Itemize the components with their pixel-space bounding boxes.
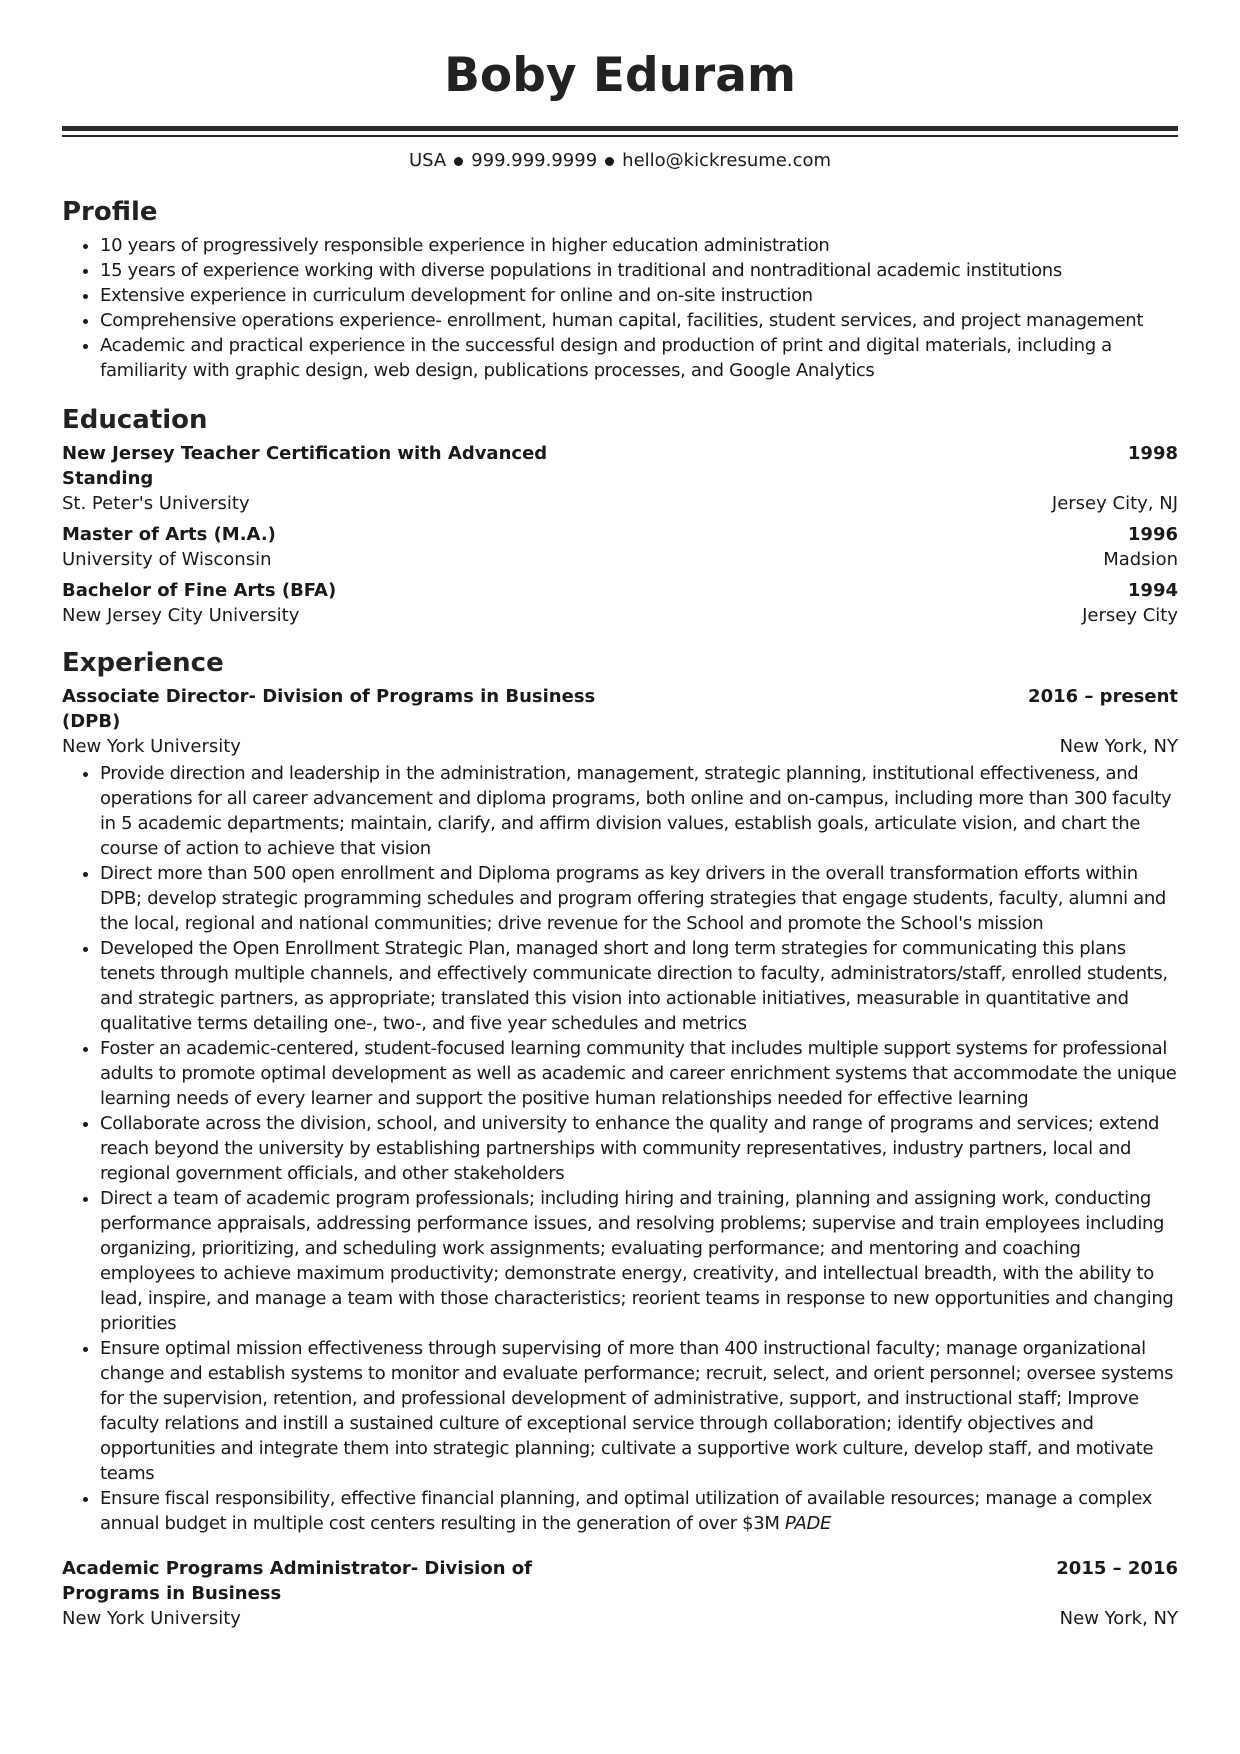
experience-heading: Experience [62,648,224,678]
job-bullet: • Direct a team of academic program professionals; including hiring and training, planning and assigning work, conducting performance appraisals, addressing performance issues, and resolving problems; supervise and train employees including organizing, prioritizing, and scheduling work assignments; evaluating performance; and mentoring and coaching employees to achieve maximum productivity; demonstrate energy, creativity, and intellectual breadth, with the ability to lead, inspire, and manage a team with those characteristics; reorient teams in response to new opportunities and changing priorities [100,1186,1178,1336]
degree-year: 1994 [1127,580,1178,601]
separator-dot-icon [605,157,614,166]
job-title: Associate Director- Division of Programs in Business (DPB) [62,686,596,732]
contact-email: hello@kickresume.com [622,150,832,171]
job-bullet-text: Ensure fiscal responsibility, effective financial planning, and optimal utilization of available resources; manage a complex annual budget in multiple cost centers resulting in the generation of over $3M [100,1488,1153,1534]
school-location: Jersey City [1082,605,1178,626]
profile-item: • Comprehensive operations experience- enrollment, human capital, facilities, student services, and project management [100,308,1178,333]
contact-country: USA [408,150,447,171]
job-bullet-suffix: PADE [784,1513,832,1534]
job-title: Academic Programs Administrator- Division of Programs in Business [62,1558,532,1604]
education-section [62,403,1178,628]
degree-year: 1996 [1127,524,1178,545]
experience-entry [62,684,1178,1536]
degree-title: Bachelor of Fine Arts (BFA) [62,580,337,601]
profile-item: • 15 years of experience working with diverse populations in traditional and nontraditional academic institutions [100,258,1178,283]
school-name: New Jersey City University [62,605,300,626]
contact-phone: 999.999.9999 [471,150,598,171]
job-dates: 2015 – 2016 [1056,1558,1178,1579]
header-divider-thick [62,126,1178,131]
profile-list [62,233,1178,383]
header-divider-thin [62,135,1178,137]
separator-dot-icon [454,157,463,166]
employer-name: New York University [62,736,241,757]
education-entry [62,441,1178,516]
school-location: Madsion [1103,549,1178,570]
job-bullet: • Developed the Open Enrollment Strategic Plan, managed short and long term strategies for communicating this plans tenets through multiple channels, and effectively communicate direction to faculty, administrators/staff, enrolled students, and strategic partners, as appropriate; translated this vision into actionable initiatives, measurable in quantitative and qualitative terms detailing one-, two-, and five year schedules and metrics [100,936,1178,1036]
school-location: Jersey City, NJ [1051,493,1178,514]
education-entry [62,578,1178,628]
profile-item: • Extensive experience in curriculum development for online and on-site instruction [100,283,1178,308]
profile-heading: Profile [62,197,158,227]
job-bullet [100,1486,1178,1536]
profile-section [62,195,1178,383]
experience-section [62,646,1178,1631]
experience-entry [62,1556,1178,1631]
degree-year: 1998 [1127,443,1178,464]
education-entry [62,522,1178,572]
profile-item: • 10 years of progressively responsible experience in higher education administration [100,233,1178,258]
employer-location: New York, NY [1059,736,1178,757]
school-name: St. Peter's University [62,493,250,514]
job-dates: 2016 – present [1028,686,1178,707]
employer-location: New York, NY [1059,1608,1178,1629]
candidate-name: Boby Eduram [444,48,796,103]
school-name: University of Wisconsin [62,549,272,570]
job-bullet: • Collaborate across the division, school, and university to enhance the quality and range of programs and services; extend reach beyond the university by establishing partnerships with community representatives, industry partners, local and regional government officials, and other stakeholders [100,1111,1178,1186]
employer-name: New York University [62,1608,241,1629]
job-bullet: • Foster an academic-centered, student-focused learning community that includes multiple support systems for professional adults to promote optimal development as well as academic and career enrichment systems that accommodate the unique learning needs of every learner and support the positive human relationships needed for effective learning [100,1036,1178,1111]
job-bullet-list [62,761,1178,1536]
job-bullet: • Direct more than 500 open enrollment and Diploma programs as key drivers in the overall transformation efforts within DPB; develop strategic programming schedules and program offering strategies that engage students, faculty, alumni and the local, regional and national communities; drive revenue for the School and promote the School's mission [100,861,1178,936]
job-bullet: • Provide direction and leadership in the administration, management, strategic planning, institutional effectiveness, and operations for all career advancement and diploma programs, both online and on-campus, including more than 300 faculty in 5 academic departments; maintain, clarify, and affirm division values, establish goals, articulate vision, and chart the course of action to achieve that vision [100,761,1178,861]
education-heading: Education [62,405,208,435]
job-bullet: • Ensure optimal mission effectiveness through supervising of more than 400 instructional faculty; manage organizational change and establish systems to monitor and evaluate performance; recruit, select, and orient personnel; oversee systems for the supervision, retention, and professional development of administrative, support, and instructional staff; Improve faculty relations and instill a sustained culture of exceptional service through collaboration; identify objectives and opportunities and integrate them into strategic planning; cultivate a supportive work culture, develop staff, and motivate teams [100,1336,1178,1486]
contact-line [62,149,1178,173]
degree-title: Master of Arts (M.A.) [62,524,276,545]
profile-item: • Academic and practical experience in the successful design and production of print and digital materials, including a familiarity with graphic design, web design, publications processes, and Google Analytics [100,333,1178,383]
degree-title: New Jersey Teacher Certification with Advanced Standing [62,443,548,489]
